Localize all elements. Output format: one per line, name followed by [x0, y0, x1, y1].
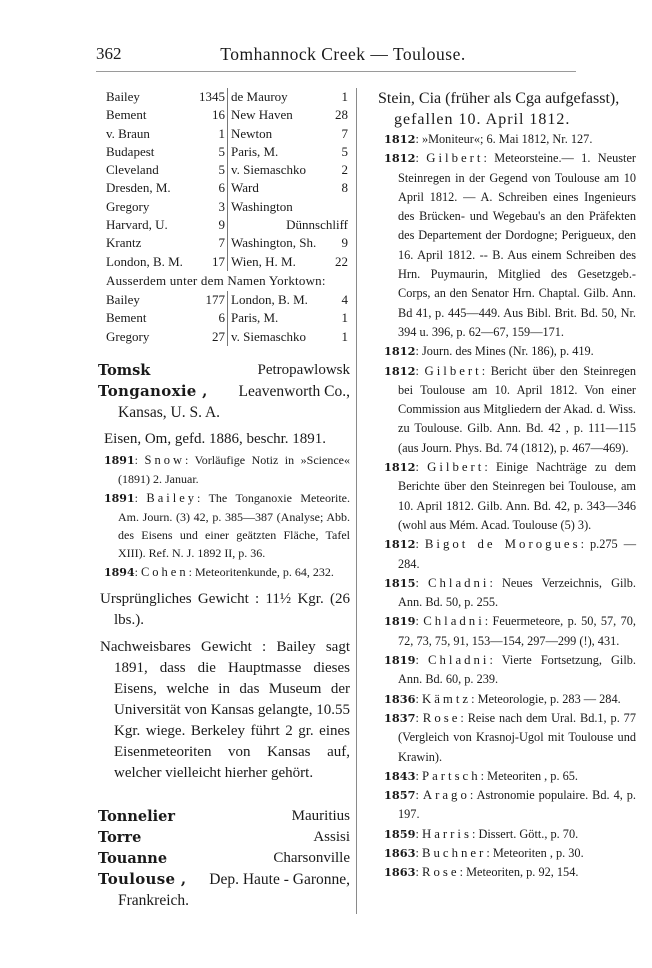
reference-item: 1857: Arago: Astronomie populaire. Bd. 4, p. 197.: [384, 788, 637, 822]
reference-author: Buchner: [421, 845, 487, 860]
collection-row: [98, 309, 350, 327]
collection-name: Bement: [106, 310, 147, 326]
right-column: [378, 88, 636, 883]
reference-author: Harris: [421, 826, 472, 841]
reference-author: Rose: [421, 865, 460, 880]
collection-count: 1: [218, 125, 225, 141]
entry-tonganoxie: [98, 381, 350, 423]
collection-name: Dünnschliff: [286, 217, 348, 233]
collection-name: Gregory: [106, 328, 150, 344]
collection-name: Bement: [106, 107, 147, 123]
collection-right: [228, 198, 350, 216]
collection-name: de Mauroy: [231, 89, 288, 104]
reference-text: Meteoriten , p. 30.: [492, 845, 584, 860]
entry-crossref: Mauritius: [291, 807, 350, 824]
entry-location-cont: Kansas, U. S. A.: [118, 403, 221, 421]
collection-name: Harvard, U.: [106, 217, 168, 233]
reference-author: Gilbert: [424, 363, 482, 378]
collection-name: Cleveland: [106, 162, 159, 178]
collection-name: Krantz: [106, 235, 142, 251]
collection-right: [228, 143, 350, 161]
running-head: Tomhannock Creek — Toulouse.: [220, 44, 466, 64]
collection-left: [98, 88, 228, 106]
collection-row: [98, 216, 350, 234]
collection-row: [98, 234, 350, 252]
collection-count: 7: [218, 235, 225, 251]
reference-year: 1812: [384, 363, 416, 378]
collection-name: v. Siemaschko: [231, 162, 306, 178]
reference-item: 1859: Harris: Dissert. Gött., p. 70.: [384, 826, 579, 841]
entry-name: Tomsk: [98, 361, 151, 379]
reference-year: 1863: [384, 865, 416, 880]
collection-right: [228, 328, 350, 346]
reference-year: 1812: [384, 151, 416, 166]
entry-location: Dep. Haute - Garonne,: [209, 870, 350, 888]
reference-text: Meteorsteine.— 1. Neuster Steinregen in der Gegend von Toulouse am 10 April 1812. — A. Schreiben eines Ingenieurs des Brücken- und Wegebau's an den Präfekten des Departement der Dordogne; Perigueux, den 16. April 1812. -- B. Aus einem Schreiben des Hrn. Puymaurin, Mitglied des Gesetzgeb.-Corps, an den Senator Hrn. Chaptal. Gilb. Ann. Bd 41, p. 445—449. Aus Bibl. Brit. Bd. 50, Nr. 394 u. 396, p. 62—67, 159—171.: [398, 151, 636, 339]
toulouse-references: [378, 130, 636, 883]
fall-type: Stein, Cia (früher als Cga aufgefasst),: [378, 90, 620, 107]
reference-year: 1812: [384, 460, 416, 475]
reference-year: 1812: [384, 344, 416, 359]
reference-item: 1812: Gilbert: Bericht über den Steinregen bei Toulouse am 10. April 1812. Von einer Commission aus Mitgliedern der Akad. d. Wiss. zu Toulouse. Gilb. Ann. Bd. 42 , p. 111—115 (aus Journ. Phys. Bd. 74 (1812), p. 467—469).: [384, 363, 636, 455]
fall-date: gefallen 10. April 1812.: [394, 111, 571, 128]
entry-sep: ,: [196, 381, 208, 400]
reference-year: 1863: [384, 845, 416, 860]
reference-item: 1863: Buchner: Meteoriten , p. 30.: [384, 845, 584, 860]
collection-name: Washington: [231, 198, 293, 214]
collection-name: v. Siemaschko: [231, 328, 306, 344]
reference-item: 1812: Gilbert: Einige Nachträge zu dem Berichte über den Steinregen bei Toulouse, am 10. April 1812. Gilb. Ann. Bd. 42, p. 343—346 (wohl aus Mém. Acad. Toulouse (5) 3).: [384, 460, 637, 532]
collection-row: [98, 328, 350, 346]
collection-count: 5: [341, 143, 348, 159]
collection-name: Washington, Sh.: [231, 235, 317, 251]
collection-right: [228, 106, 350, 124]
reference-text: Feuermeteore, p. 50, 57, 70, 72, 73, 75, 91, 153—154, 297—299 (!), 431.: [398, 614, 636, 648]
collection-name: Paris, M.: [231, 143, 279, 159]
header-rule: [96, 71, 576, 72]
collection-row: [98, 161, 350, 179]
collection-right: [228, 291, 350, 309]
reference-text: Einige Nachträge zu dem Berichte über den Steinregen bei Toulouse, am 10. April 1812. Gilb. Ann. Bd. 42, p. 343—346 (wohl aus Mém. Acad. Toulouse (5) 3).: [398, 460, 637, 532]
collection-count: 9: [341, 235, 348, 251]
reference-text: Meteoriten , p. 65.: [487, 768, 578, 783]
collection-left: [98, 216, 228, 234]
reference-author: Kämtz: [421, 691, 472, 706]
reference-year: 1812: [384, 132, 416, 146]
collection-name: Bailey: [106, 291, 140, 307]
reference-author: Cohen: [140, 564, 189, 579]
reference-text: Vorläufige Notiz in »Science« (1891) 2. Januar.: [118, 452, 350, 486]
collection-count: 22: [335, 253, 348, 269]
reference-text: p.275 —284.: [398, 537, 636, 571]
reference-item: 1812: »Moniteur«; 6. Mai 1812, Nr. 127.: [384, 132, 593, 146]
collection-row: [98, 106, 350, 124]
reference-text: Astronomie populaire. Bd. 4, p. 197.: [398, 788, 637, 822]
collection-name: Dresden, M.: [106, 180, 171, 196]
reference-item: 1812: Journ. des Mines (Nr. 186), p. 419.: [384, 344, 594, 359]
collection-row: [98, 253, 350, 271]
reference-text: Neues Verzeichnis, Gilb. Ann. Bd. 50, p. 255.: [398, 575, 637, 610]
collection-right: [228, 216, 350, 234]
collection-row: [98, 88, 350, 106]
reference-year: 1815: [384, 575, 416, 590]
collection-left: [98, 328, 228, 346]
reference-year: 1819: [384, 614, 416, 629]
reference-text: »Moniteur«; 6. Mai 1812, Nr. 127.: [421, 132, 593, 146]
reference-text: Bericht über den Steinregen bei Toulouse am 10. April 1812. Von einer Commission aus Mitgliedern der Akad. d. Wiss. zu Toulouse. Gilb. Ann. Bd. 42 , p. 111—115 (aus Journ. Phys. Bd. 74 (1812), p. 467—469).: [398, 363, 636, 455]
reference-item: 1894: Cohen: Meteoritenkunde, p. 64, 232.: [104, 564, 334, 579]
collection-name: Ward: [231, 180, 259, 196]
reference-text: The Tonganoxie Meteorite. Am. Journ. (3) 42, p. 385—387 (Analyse; Abb. des Eisens und einer geätzten Fläche, Tafel XIII). Ref. N. J. 1892 II, p. 36.: [118, 490, 350, 560]
entry-name: Tonganoxie: [98, 381, 197, 400]
collection-count: 6: [218, 180, 225, 196]
entry-name: Toulouse: [98, 869, 176, 888]
entry-crossref: Charsonville: [273, 849, 350, 866]
collection-row: [98, 179, 350, 197]
reference-item: 1837: Rose: Reise nach dem Ural. Bd.1, p. 77 (Vergleich von Krasnoj-Ugol mit Toulouse und Krawin).: [384, 710, 636, 764]
collection-name: v. Braun: [106, 125, 150, 141]
collection-count: 6: [218, 310, 225, 326]
collection-right: [228, 125, 350, 143]
collection-right: [228, 88, 350, 106]
reference-item: 1819: Chladni: Vierte Fortsetzung, Gilb. Ann. Bd. 60, p. 239.: [384, 653, 636, 687]
collection-row: [98, 143, 350, 161]
collection-count: 5: [218, 162, 225, 178]
collection-name: Budapest: [106, 143, 155, 159]
page-number: 362: [96, 44, 122, 63]
collection-name: Newton: [231, 125, 273, 141]
collection-name: Gregory: [106, 198, 150, 214]
collection-count: 1: [341, 89, 348, 104]
collection-right: [228, 234, 350, 252]
reference-year: 1836: [384, 691, 416, 706]
yorktown-table: [98, 291, 350, 346]
entry-name: Torre: [98, 828, 142, 846]
reference-item: 1812: Bigot de Morogues: p.275 —284.: [384, 537, 636, 571]
reference-year: 1837: [384, 710, 416, 725]
collection-row: [98, 198, 350, 216]
reference-item: 1891: Bailey: The Tonganoxie Meteorite. Am. Journ. (3) 42, p. 385—387 (Analyse; Abb. des Eisens und einer geätzten Fläche, Tafel XIII). Ref. N. J. 1892 II, p. 36.: [104, 490, 350, 560]
entry-crossref: Assisi: [313, 828, 350, 845]
entry-toulouse: [98, 869, 350, 911]
collection-left: [98, 179, 228, 197]
collection-count: 1: [341, 328, 348, 344]
reference-author: Chladni: [427, 653, 490, 668]
reference-item: 1812: Gilbert: Meteorsteine.— 1. Neuster Steinregen in der Gegend von Toulouse am 10 April 1812. — A. Schreiben eines Ingenieurs des Brücken- und Wegebau's an den Präfekten des Departement der Dordogne; Perigueux, den 16. April 1812. -- B. Aus einem Schreiben des Hrn. Puymaurin, Mitglied des Gesetzgeb.-Corps, an den Senator Hrn. Chaptal. Gilb. Ann. Bd 41, p. 445—449. Aus Bibl. Brit. Bd. 50, Nr. 394 u. 396, p. 62—67, 159—171.: [384, 151, 636, 339]
entry-tomsk: [98, 360, 350, 381]
reference-author: Partsch: [421, 768, 481, 783]
reference-text: Journ. des Mines (Nr. 186), p. 419.: [421, 344, 594, 359]
entry-sep: ,: [175, 869, 187, 888]
reference-item: 1815: Chladni: Neues Verzeichnis, Gilb. Ann. Bd. 50, p. 255.: [384, 575, 637, 610]
reference-year: 1891: [104, 453, 135, 467]
collection-count: 1345: [199, 89, 225, 104]
entry-name: Tonnelier: [98, 807, 175, 825]
column-divider: [356, 88, 357, 914]
reference-author: Bigot de Morogues: [424, 537, 581, 552]
collection-count: 17: [212, 253, 225, 269]
collection-name: New Haven: [231, 107, 293, 123]
collection-right: [228, 179, 350, 197]
collection-left: [98, 309, 228, 327]
collection-count: 16: [212, 107, 225, 123]
reference-year: 1857: [384, 788, 416, 803]
reference-text: Dissert. Gött., p. 70.: [478, 826, 579, 841]
collection-left: [98, 291, 228, 309]
collection-name: Paris, M.: [231, 310, 279, 326]
entry-location-cont: Frankreich.: [118, 891, 190, 909]
reference-year: 1843: [384, 768, 416, 783]
collection-count: 177: [205, 291, 225, 307]
collection-left: [98, 125, 228, 143]
reference-author: Rose: [422, 710, 461, 725]
reference-text: Reise nach dem Ural. Bd.1, p. 77 (Vergleich von Krasnoj-Ugol mit Toulouse und Krawin).: [398, 710, 636, 764]
reference-year: 1894: [104, 565, 135, 579]
collection-count: 2: [341, 162, 348, 178]
reference-author: Chladni: [427, 575, 490, 590]
reference-text: Meteoriten, p. 92, 154.: [466, 865, 579, 880]
collection-left: [98, 161, 228, 179]
reference-author: Gilbert: [427, 460, 485, 475]
yorktown-note: Ausserdem unter dem Namen Yorktown:: [106, 272, 326, 288]
entry-location: Leavenworth Co.,: [238, 382, 350, 400]
reference-item: 1863: Rose: Meteoriten, p. 92, 154.: [384, 865, 579, 880]
collection-count: 27: [212, 328, 225, 344]
collection-count: 7: [341, 125, 348, 141]
reference-item: 1891: Snow: Vorläufige Notiz in »Science« (1891) 2. Januar.: [104, 452, 350, 486]
reference-year: 1891: [104, 491, 135, 505]
verifiable-weight: Nachweisbares Gewicht : Bailey sagt 1891, dass die Hauptmasse dieses Eisens, welche in das Museum der Universität von Kansas gelangte, 10.55 Kgr. wiege. Berkeley führt 2 gr. eines Eisenmeteoriten von Kansas auf, welcher vielleicht hierher gehört.: [100, 638, 350, 781]
reference-year: 1812: [384, 537, 416, 552]
tonganoxie-references: [98, 451, 350, 582]
collection-left: [98, 143, 228, 161]
collection-left: [98, 106, 228, 124]
left-column: [98, 88, 350, 911]
collection-right: [228, 253, 350, 271]
reference-text: Meteoritenkunde, p. 64, 232.: [194, 564, 334, 579]
cross-references: [98, 806, 350, 869]
entry-crossref: Petropawlowsk: [257, 361, 350, 378]
collection-right: [228, 161, 350, 179]
collection-name: Wien, H. M.: [231, 253, 296, 269]
collection-name: Bailey: [106, 89, 140, 104]
collection-row: [98, 291, 350, 309]
reference-year: 1819: [384, 653, 416, 668]
collection-name: London, B. M.: [231, 291, 308, 307]
reference-item: 1819: Chladni: Feuermeteore, p. 50, 57, 70, 72, 73, 75, 91, 153—154, 297—299 (!), 431.: [384, 614, 636, 648]
crossref-entry: [98, 806, 350, 827]
collection-count: 9: [218, 217, 225, 233]
collection-left: [98, 253, 228, 271]
reference-author: Arago: [422, 788, 470, 803]
fall-description: [378, 88, 636, 130]
collection-left: [98, 198, 228, 216]
collection-count: 5: [218, 143, 225, 159]
reference-author: Snow: [144, 452, 185, 467]
collection-row: [98, 125, 350, 143]
original-weight: Ursprüngliches Gewicht : 11½ Kgr. (26 lbs.).: [100, 590, 350, 628]
reference-author: Chladni: [423, 614, 485, 629]
crossref-entry: [98, 827, 350, 848]
reference-author: Gilbert: [426, 151, 484, 166]
collection-count: 1: [341, 310, 348, 326]
entry-name: Touanne: [98, 849, 168, 867]
collection-count: 4: [341, 291, 348, 307]
collection-count: 28: [335, 107, 348, 123]
meteorite-type: Eisen, Om, gefd. 1886, beschr. 1891.: [104, 430, 327, 447]
collection-count: 3: [218, 198, 225, 214]
crossref-entry: [98, 848, 350, 869]
collection-right: [228, 309, 350, 327]
collection-count: 8: [341, 180, 348, 196]
collection-name: London, B. M.: [106, 253, 183, 269]
reference-author: Bailey: [146, 490, 198, 505]
reference-item: 1843: Partsch: Meteoriten , p. 65.: [384, 768, 578, 783]
reference-item: 1836: Kämtz: Meteorologie, p. 283 — 284.: [384, 691, 621, 706]
collection-table: [98, 88, 350, 271]
reference-year: 1859: [384, 826, 416, 841]
collection-left: [98, 234, 228, 252]
reference-text: Vierte Fortsetzung, Gilb. Ann. Bd. 60, p. 239.: [398, 653, 636, 687]
reference-text: Meteorologie, p. 283 — 284.: [477, 691, 621, 706]
